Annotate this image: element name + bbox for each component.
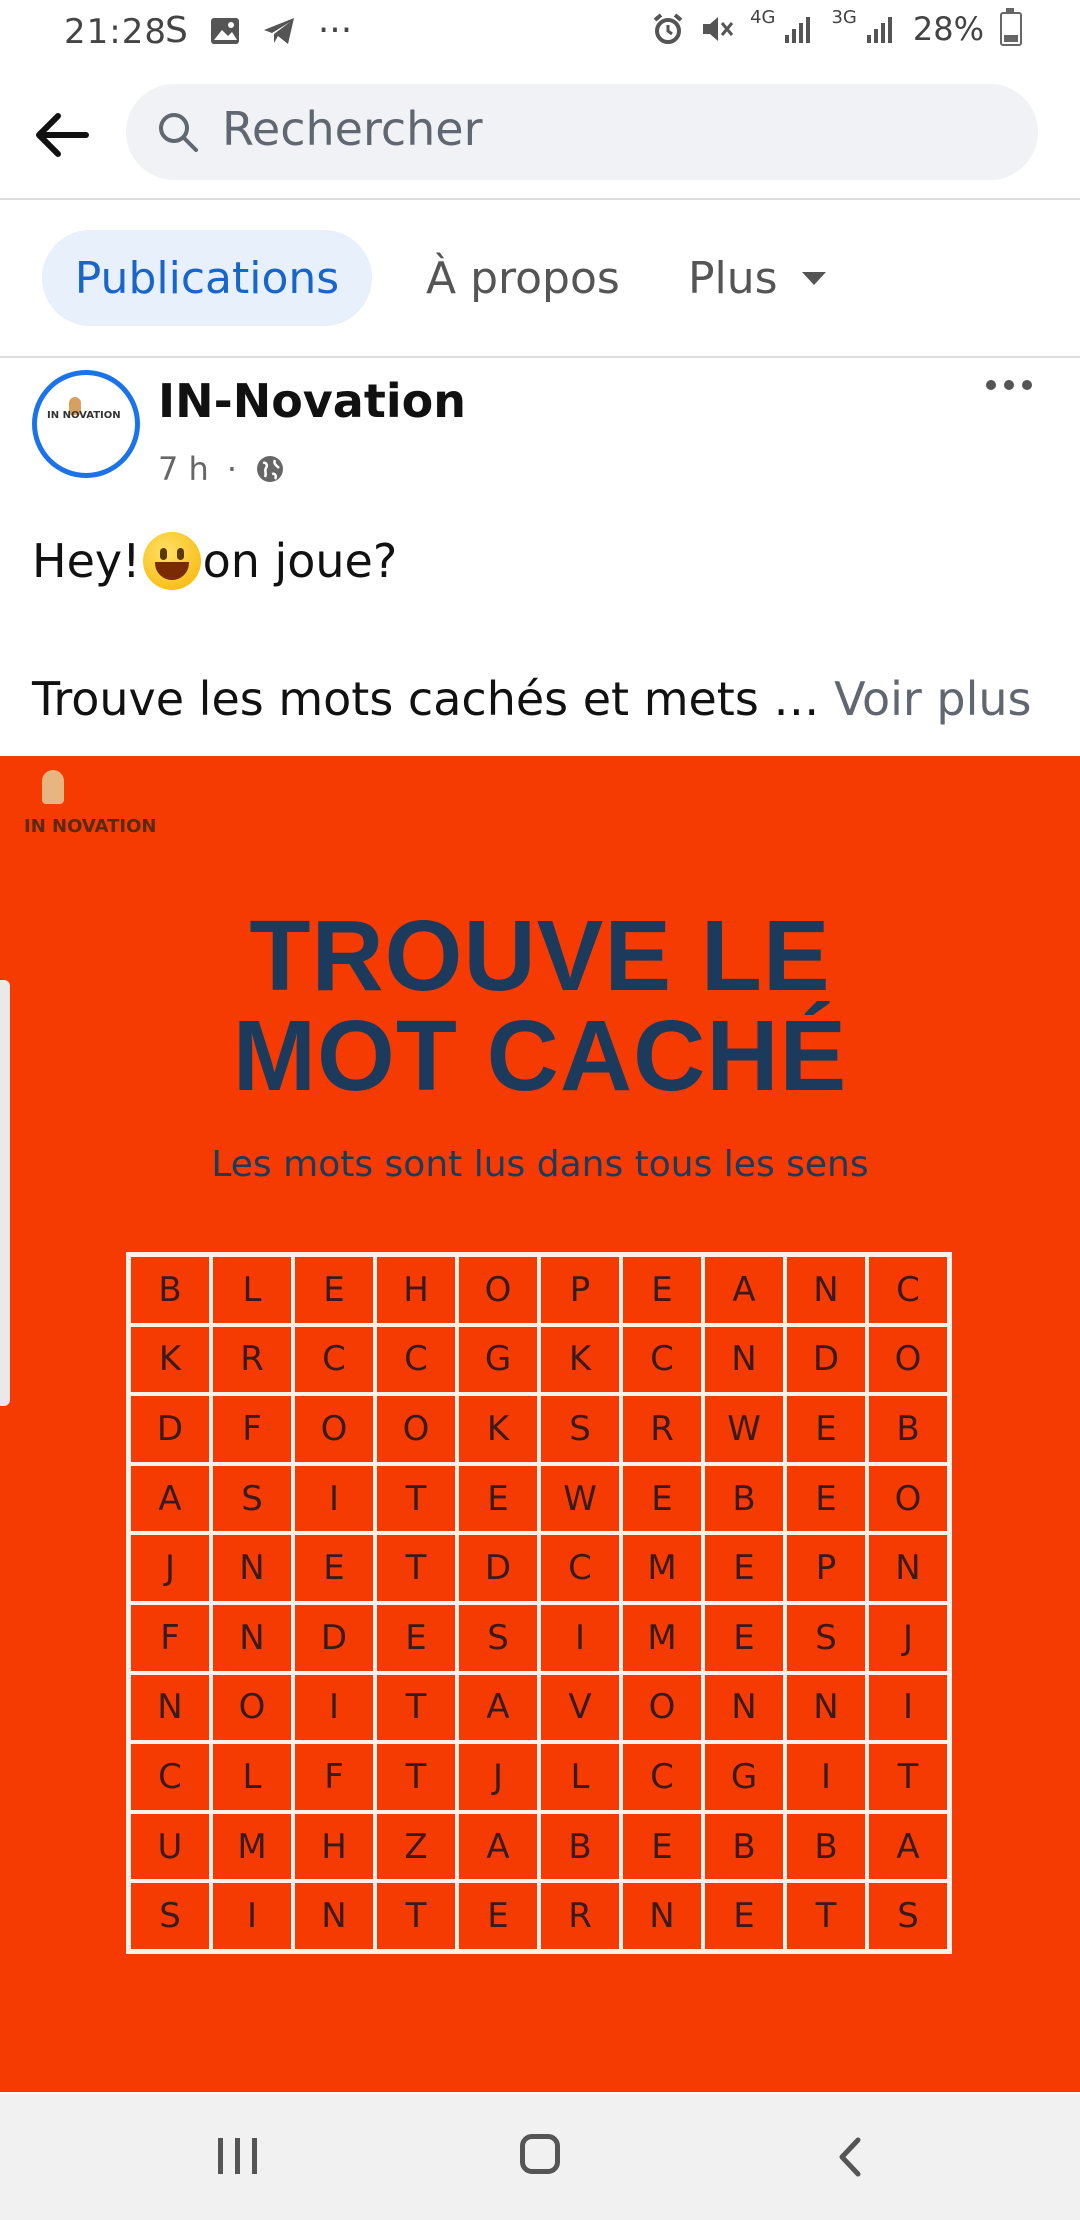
grid-cell: D [129,1394,211,1464]
caret-down-icon [802,272,826,285]
lightbulb-icon [42,770,64,804]
grid-cell: S [539,1394,621,1464]
grid-cell: D [457,1533,539,1603]
grid-cell: E [785,1464,867,1534]
app-header [0,70,1080,200]
profile-tabs [0,200,1080,358]
grid-cell: V [539,1673,621,1743]
grid-cell: A [457,1812,539,1882]
grid-cell: B [703,1464,785,1534]
grid-cell: N [211,1533,293,1603]
grid-cell: F [129,1603,211,1673]
grid-cell: N [703,1673,785,1743]
grid-cell: G [703,1742,785,1812]
battery-icon [1000,12,1022,46]
post-author[interactable]: IN-Novation [158,374,466,428]
network-type-1: 4G [750,6,776,28]
grid-cell: S [211,1464,293,1534]
mute-icon [700,13,734,45]
back-button[interactable] [28,100,98,170]
grid-cell: O [867,1464,949,1534]
grid-cell: E [293,1255,375,1325]
grid-cell: C [867,1255,949,1325]
grid-cell: E [457,1881,539,1951]
grid-cell: E [375,1603,457,1673]
grid-cell: T [375,1881,457,1951]
grid-cell: K [457,1394,539,1464]
post-time[interactable]: 7 h [158,450,209,488]
grid-cell: T [375,1742,457,1812]
post-text-line-1 [32,532,397,590]
grid-cell: R [211,1325,293,1395]
grid-cell: L [539,1742,621,1812]
grid-cell: K [129,1325,211,1395]
grid-cell: G [457,1325,539,1395]
grid-cell: E [457,1464,539,1534]
grid-cell: N [293,1881,375,1951]
search-icon [156,110,200,154]
grid-cell: C [621,1325,703,1395]
battery-percentage: 28% [912,10,984,48]
grid-cell: H [375,1255,457,1325]
grid-cell: I [785,1742,867,1812]
grid-cell: K [539,1325,621,1395]
search-placeholder: Rechercher [222,102,483,156]
grid-cell: C [621,1742,703,1812]
grid-cell: O [457,1255,539,1325]
arrow-left-icon [28,100,98,170]
avatar-logo-text: IN NOVATION [47,410,121,421]
image-icon [210,17,240,45]
grid-cell: E [703,1603,785,1673]
grid-cell: E [785,1394,867,1464]
grid-cell: I [211,1881,293,1951]
grid-cell: A [129,1464,211,1534]
grinning-face-icon [143,532,201,590]
grid-cell: A [703,1255,785,1325]
grid-cell: P [539,1255,621,1325]
post-text-part: on joue? [202,534,398,588]
grid-cell: C [129,1742,211,1812]
status-bar [0,0,1080,70]
tab-about[interactable]: À propos [426,252,620,304]
grid-cell: J [457,1742,539,1812]
grid-cell: A [457,1673,539,1743]
grid-cell: O [293,1394,375,1464]
grid-cell: T [375,1533,457,1603]
more-notifications-icon: ··· [317,10,353,51]
grid-cell: N [785,1255,867,1325]
grid-cell: N [621,1881,703,1951]
puzzle-title [0,900,1080,1112]
grid-cell: S [785,1603,867,1673]
puzzle-subtitle: Les mots sont lus dans tous les sens [211,1144,869,1185]
signal-icon [867,15,897,43]
grid-cell: A [867,1812,949,1882]
grid-cell: E [703,1881,785,1951]
network-type-2: 3G [831,6,857,28]
grid-cell: O [621,1673,703,1743]
back-nav-button[interactable] [826,2132,876,2182]
grid-cell: I [293,1464,375,1534]
grid-cell: M [621,1603,703,1673]
grid-cell: O [375,1394,457,1464]
puzzle-title-line-1: TROUVE LE [249,900,831,1012]
search-input[interactable] [126,84,1038,180]
tab-more-label: Plus [688,252,778,304]
post-text-line-2 [32,672,1032,726]
grid-cell: N [867,1533,949,1603]
grid-cell: I [539,1603,621,1673]
alarm-icon [652,13,684,45]
grid-cell: E [621,1812,703,1882]
grid-cell: E [293,1533,375,1603]
grid-cell: M [621,1533,703,1603]
grid-cell: C [293,1325,375,1395]
system-icons [652,6,1022,48]
recent-apps-button[interactable] [218,2138,257,2174]
grid-cell: W [703,1394,785,1464]
grid-cell: J [867,1603,949,1673]
grid-cell: B [539,1812,621,1882]
grid-cell: D [293,1603,375,1673]
edge-panel-handle[interactable] [0,980,10,1406]
home-button[interactable] [520,2134,560,2174]
grid-cell: J [129,1533,211,1603]
grid-cell: N [129,1673,211,1743]
grid-cell: U [129,1812,211,1882]
word-search-grid [126,1252,952,1954]
grid-cell: O [867,1325,949,1395]
grid-cell: N [785,1673,867,1743]
grid-cell: L [211,1742,293,1812]
grid-cell: D [785,1325,867,1395]
post-image[interactable] [0,756,1080,2092]
grid-cell: E [621,1255,703,1325]
grid-cell: I [293,1673,375,1743]
grid-cell: R [539,1881,621,1951]
grid-cell: W [539,1464,621,1534]
grid-cell: C [539,1533,621,1603]
grid-cell: T [867,1742,949,1812]
grid-cell: B [703,1812,785,1882]
grid-cell: S [129,1881,211,1951]
grid-cell: O [211,1673,293,1743]
system-navigation-bar [0,2094,1080,2220]
globe-icon [255,454,285,484]
post-meta [158,450,285,488]
skype-icon: S [165,10,188,51]
grid-cell: F [293,1742,375,1812]
tab-more[interactable] [688,230,826,326]
brand-logo-text: IN NOVATION [24,816,157,837]
puzzle-title-line-2: MOT CACHÉ [232,1000,848,1112]
avatar[interactable] [32,370,140,478]
tab-publications[interactable]: Publications [42,230,372,326]
grid-cell: B [867,1394,949,1464]
meta-separator: · [226,450,237,488]
status-time: 21:28 [64,12,167,52]
grid-cell: N [703,1325,785,1395]
grid-cell: Z [375,1812,457,1882]
post-text-truncated: Trouve les mots cachés et mets … [32,672,820,726]
grid-cell: E [703,1533,785,1603]
see-more-link[interactable]: Voir plus [834,672,1032,726]
grid-cell: S [457,1603,539,1673]
grid-cell: S [867,1881,949,1951]
grid-cell: I [867,1673,949,1743]
grid-cell: H [293,1812,375,1882]
grid-cell: R [621,1394,703,1464]
post-text-part: Hey! [32,534,141,588]
post-options-icon[interactable] [986,380,1032,390]
grid-cell: F [211,1394,293,1464]
grid-cell: T [375,1464,457,1534]
grid-cell: L [211,1255,293,1325]
grid-cell: T [375,1673,457,1743]
grid-cell: M [211,1812,293,1882]
notification-icons [165,10,352,51]
brand-logo [22,770,172,840]
grid-cell: P [785,1533,867,1603]
grid-cell: C [375,1325,457,1395]
grid-cell: B [785,1812,867,1882]
post-header [0,358,1080,508]
grid-cell: E [621,1464,703,1534]
grid-cell: N [211,1603,293,1673]
signal-icon [785,15,815,43]
telegram-icon [262,16,296,46]
grid-cell: T [785,1881,867,1951]
grid-cell: B [129,1255,211,1325]
